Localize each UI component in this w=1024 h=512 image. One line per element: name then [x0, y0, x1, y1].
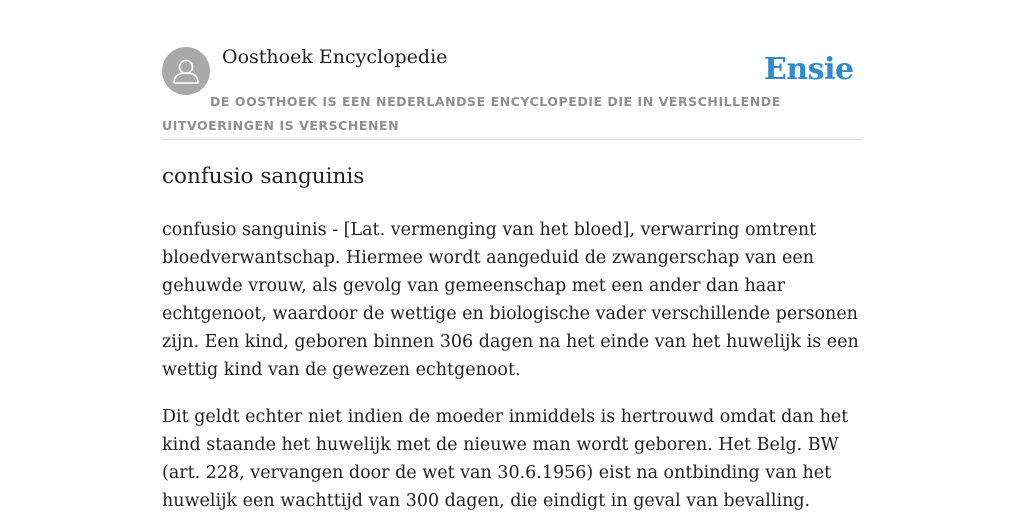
article-body: [162, 216, 862, 512]
article-title: confusio sanguinis: [162, 164, 365, 189]
article-paragraph: confusio sanguinis - [Lat. vermenging van het bloed], verwarring omtrent bloedverwantschap. Hiermee wordt aangeduid de zwangerschap van een gehuwde vrouw, als gevolg van gemeenschap met een ander dan haar echtgenoot, waardoor de wettige en biologische vader verschillende personen zijn. Een kind, geboren binnen 306 dagen na het einde van het huwelijk is een wettig kind van de gewezen echtgenoot.: [162, 220, 859, 380]
user-avatar-icon[interactable]: [162, 47, 210, 95]
article-paragraph: Dit geldt echter niet indien de moeder inmiddels is hertrouwd omdat dan het kind staande het huwelijk met de nieuwe man wordt geboren. Het Belg. BW (art. 228, vervangen door de wet van 30.6.1956) eist na ontbinding van het huwelijk een wachttijd van 300 dagen, die eindigt in geval van bevalling.: [162, 407, 849, 511]
header-divider: [162, 139, 862, 140]
site-tagline: DE OOSTHOEK IS EEN NEDERLANDSE ENCYCLOPEDIE DIE IN VERSCHILLENDE UITVOERINGEN IS VERSCHENEN: [162, 94, 781, 133]
site-name-link[interactable]: Oosthoek Encyclopedie: [222, 46, 448, 68]
brand-logo-link[interactable]: Ensie: [764, 52, 854, 87]
